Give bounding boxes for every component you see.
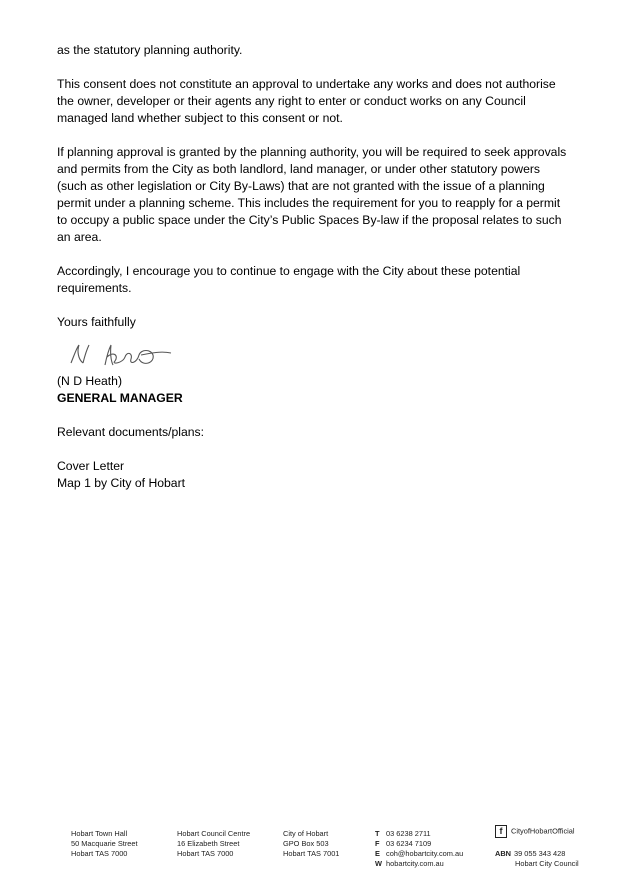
footer-line: 50 Macquarie Street [71, 839, 138, 848]
document-item: Map 1 by City of Hobart [57, 476, 186, 490]
abn-entity: Hobart City Council [515, 859, 579, 868]
signatory-name: (N D Heath) [57, 374, 123, 388]
footer-line: 16 Elizabeth Street [177, 839, 240, 848]
letter-body [57, 42, 567, 492]
footer-contacts [375, 829, 463, 869]
contact-email: E coh@hobartcity.com.au [375, 849, 464, 858]
contact-phone: T 03 6238 2711 [375, 829, 431, 838]
handwritten-signature [67, 341, 177, 371]
footer-line: GPO Box 503 [283, 839, 329, 848]
continued-fragment: as the statutory planning authority. [57, 43, 243, 57]
document-item: Cover Letter [57, 459, 125, 473]
footer-line: City of Hobart [283, 829, 329, 838]
footer-line: Hobart TAS 7000 [71, 849, 128, 858]
footer-postal [283, 829, 339, 859]
contact-web: W hobartcity.com.au [375, 859, 444, 868]
abn-label: ABN [495, 849, 512, 858]
documents-heading: Relevant documents/plans: [57, 425, 205, 439]
letterhead-footer [0, 825, 622, 875]
facebook-icon: f [495, 825, 507, 838]
footer-town-hall [71, 829, 138, 859]
abn-number: 39 055 343 428 [514, 849, 566, 858]
paragraph-engage: Accordingly, I encourage you to continue to engage with the City about these potential requirements. [57, 264, 521, 295]
abn-line [495, 849, 565, 859]
footer-line: Hobart TAS 7000 [177, 849, 234, 858]
footer-line: Hobart TAS 7001 [283, 849, 340, 858]
footer-line: Hobart Council Centre [177, 829, 251, 838]
footer-council-centre [177, 829, 250, 859]
facebook-link [495, 825, 575, 839]
paragraph-consent: This consent does not constitute an approval to undertake any works and does not authorise the owner, developer or their agents any right to enter or conduct works on any Council managed land whether subject to this consent or not. [57, 77, 556, 125]
signatory-title: GENERAL MANAGER [57, 391, 183, 405]
paragraph-approvals: If planning approval is granted by the planning authority, you will be required to seek approvals and permits from the City as both landlord, land manager, or under other statutory powers (such as other legislation or City By-Laws) that are not granted with the issue of a planning permit under a planning scheme. This includes the requirement for you to reapply for a permit to occupy a public space under the City’s Public Spaces By-law if the proposal relates to such an area. [57, 145, 567, 244]
closing: Yours faithfully [57, 315, 136, 329]
signature [57, 341, 567, 373]
footer-line: Hobart Town Hall [71, 829, 128, 838]
contact-fax: F 03 6234 7109 [375, 839, 432, 848]
facebook-handle: CityofHobartOfficial [511, 826, 575, 836]
